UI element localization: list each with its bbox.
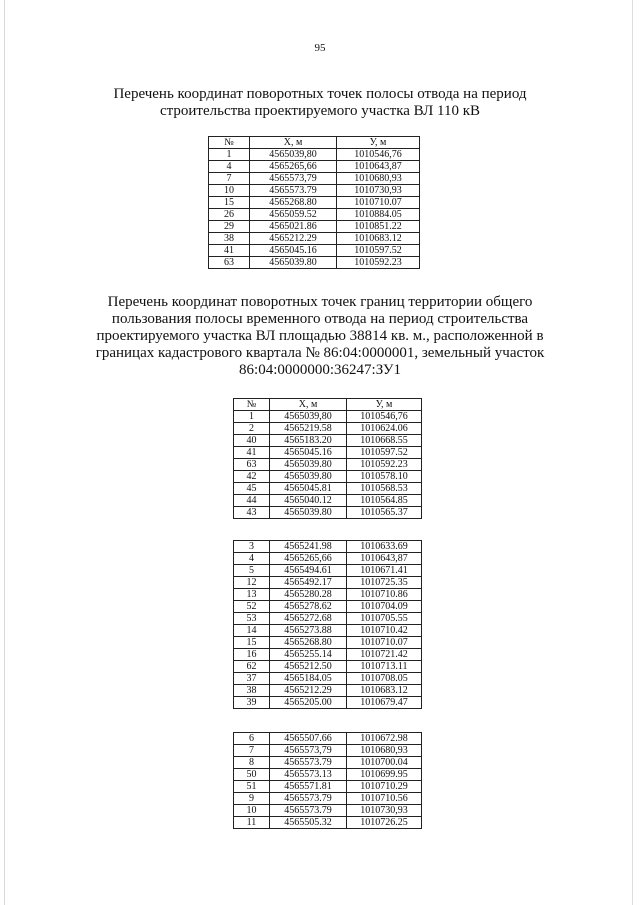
cell-x-coordinate: 4565183.20 <box>270 435 347 447</box>
coordinates-table-strip <box>208 136 420 269</box>
table-row <box>234 769 422 781</box>
cell-x-coordinate: 4565573,79 <box>270 745 347 757</box>
cell-x-coordinate: 4565278.62 <box>270 601 347 613</box>
cell-y-coordinate: 1010546,76 <box>347 411 422 423</box>
cell-x-coordinate: 4565492.17 <box>270 577 347 589</box>
table-row <box>234 781 422 793</box>
cell-y-coordinate: 1010726.25 <box>347 817 422 829</box>
cell-y-coordinate: 1010668.55 <box>347 435 422 447</box>
cell-x-coordinate: 4565265,66 <box>270 553 347 565</box>
cell-x-coordinate: 4565241.98 <box>270 541 347 553</box>
cell-x-coordinate: 4565039.80 <box>270 459 347 471</box>
table-header-row <box>209 137 420 149</box>
table-row <box>209 173 420 185</box>
cell-point-number: 16 <box>234 649 270 661</box>
cell-y-coordinate: 1010546,76 <box>337 149 420 161</box>
table-row <box>234 483 422 495</box>
table-body <box>234 541 422 709</box>
heading-line: границах кадастрового квартала № 86:04:0000001, земельный участок <box>95 345 545 361</box>
cell-point-number: 1 <box>234 411 270 423</box>
cell-y-coordinate: 1010705.55 <box>347 613 422 625</box>
cell-x-coordinate: 4565184.05 <box>270 673 347 685</box>
cell-y-coordinate: 1010683.12 <box>347 685 422 697</box>
cell-y-coordinate: 1010643,87 <box>347 553 422 565</box>
cell-x-coordinate: 4565039.80 <box>270 507 347 519</box>
table-row <box>234 507 422 519</box>
cell-point-number: 14 <box>234 625 270 637</box>
table-row <box>234 541 422 553</box>
table-row <box>234 565 422 577</box>
table-row <box>234 637 422 649</box>
cell-point-number: 1 <box>209 149 250 161</box>
cell-point-number: 10 <box>234 805 270 817</box>
cell-point-number: 7 <box>209 173 250 185</box>
table-row <box>234 673 422 685</box>
table-row <box>209 209 420 221</box>
table-row <box>234 613 422 625</box>
cell-y-coordinate: 1010704.09 <box>347 601 422 613</box>
table-row <box>234 817 422 829</box>
cell-x-coordinate: 4565573,79 <box>250 173 337 185</box>
cell-point-number: 41 <box>234 447 270 459</box>
cell-point-number: 52 <box>234 601 270 613</box>
page-number: 95 <box>314 42 326 54</box>
column-header-number: № <box>234 399 270 411</box>
cell-y-coordinate: 1010565.37 <box>347 507 422 519</box>
table-row <box>234 435 422 447</box>
table-row <box>234 471 422 483</box>
cell-point-number: 2 <box>234 423 270 435</box>
table-row <box>209 161 420 173</box>
cell-y-coordinate: 1010710.56 <box>347 793 422 805</box>
cell-x-coordinate: 4565039.80 <box>270 471 347 483</box>
cell-point-number: 43 <box>234 507 270 519</box>
cell-y-coordinate: 1010680,93 <box>337 173 420 185</box>
cell-x-coordinate: 4565573.79 <box>270 793 347 805</box>
table-row <box>234 649 422 661</box>
cell-x-coordinate: 4565268.80 <box>250 197 337 209</box>
table-row <box>234 805 422 817</box>
heading-line: 86:04:0000000:36247:ЗУ1 <box>239 362 401 378</box>
cell-x-coordinate: 4565573.79 <box>270 805 347 817</box>
cell-y-coordinate: 1010851.22 <box>337 221 420 233</box>
cell-x-coordinate: 4565272.68 <box>270 613 347 625</box>
cell-point-number: 53 <box>234 613 270 625</box>
cell-x-coordinate: 4565255.14 <box>270 649 347 661</box>
table-row <box>209 257 420 269</box>
cell-y-coordinate: 1010710.86 <box>347 589 422 601</box>
cell-point-number: 44 <box>234 495 270 507</box>
heading-line: Перечень координат поворотных точек границ территории общего <box>107 294 533 310</box>
cell-y-coordinate: 1010680,93 <box>347 745 422 757</box>
table-row <box>209 197 420 209</box>
table-row <box>209 185 420 197</box>
cell-point-number: 38 <box>209 233 250 245</box>
table-row <box>234 685 422 697</box>
cell-point-number: 50 <box>234 769 270 781</box>
cell-point-number: 37 <box>234 673 270 685</box>
cell-point-number: 29 <box>209 221 250 233</box>
heading-line: строительства проектируемого участка ВЛ 110 кВ <box>159 103 481 119</box>
table-row <box>234 589 422 601</box>
column-header-x: Х, м <box>270 399 347 411</box>
cell-y-coordinate: 1010624.06 <box>347 423 422 435</box>
cell-x-coordinate: 4565212.29 <box>270 685 347 697</box>
cell-y-coordinate: 1010699.95 <box>347 769 422 781</box>
table-row <box>209 233 420 245</box>
table-row <box>234 745 422 757</box>
cell-point-number: 40 <box>234 435 270 447</box>
cell-y-coordinate: 1010643,87 <box>337 161 420 173</box>
table-row <box>234 553 422 565</box>
table-row <box>209 149 420 161</box>
cell-x-coordinate: 4565265,66 <box>250 161 337 173</box>
cell-x-coordinate: 4565205.00 <box>270 697 347 709</box>
cell-y-coordinate: 1010710.42 <box>347 625 422 637</box>
table-header-row <box>234 399 422 411</box>
table-row <box>234 577 422 589</box>
cell-point-number: 42 <box>234 471 270 483</box>
cell-x-coordinate: 4565507.66 <box>270 733 347 745</box>
cell-x-coordinate: 4565212.50 <box>270 661 347 673</box>
cell-y-coordinate: 1010597.52 <box>337 245 420 257</box>
cell-point-number: 9 <box>234 793 270 805</box>
table-row <box>234 495 422 507</box>
cell-y-coordinate: 1010679.47 <box>347 697 422 709</box>
cell-x-coordinate: 4565573.79 <box>250 185 337 197</box>
cell-x-coordinate: 4565273.88 <box>270 625 347 637</box>
cell-x-coordinate: 4565039,80 <box>250 149 337 161</box>
cell-x-coordinate: 4565573.13 <box>270 769 347 781</box>
table-row <box>209 221 420 233</box>
heading-boundary-coordinates <box>0 294 640 379</box>
table-row <box>234 757 422 769</box>
scan-edge-right <box>632 0 633 905</box>
cell-x-coordinate: 4565571.81 <box>270 781 347 793</box>
cell-x-coordinate: 4565039.80 <box>250 257 337 269</box>
cell-point-number: 7 <box>234 745 270 757</box>
cell-point-number: 8 <box>234 757 270 769</box>
cell-point-number: 4 <box>209 161 250 173</box>
cell-x-coordinate: 4565573.79 <box>270 757 347 769</box>
heading-strip-coordinates <box>0 86 640 120</box>
cell-x-coordinate: 4565059.52 <box>250 209 337 221</box>
cell-x-coordinate: 4565212.29 <box>250 233 337 245</box>
table-body <box>234 733 422 829</box>
cell-point-number: 41 <box>209 245 250 257</box>
cell-y-coordinate: 1010730,93 <box>337 185 420 197</box>
cell-point-number: 45 <box>234 483 270 495</box>
cell-y-coordinate: 1010568.53 <box>347 483 422 495</box>
cell-y-coordinate: 1010592.23 <box>337 257 420 269</box>
table-row <box>234 411 422 423</box>
cell-point-number: 3 <box>234 541 270 553</box>
cell-x-coordinate: 4565040.12 <box>270 495 347 507</box>
cell-y-coordinate: 1010564.85 <box>347 495 422 507</box>
heading-line: проектируемого участка ВЛ площадью 38814 кв. м., расположенной в <box>96 328 544 344</box>
table-row <box>234 447 422 459</box>
cell-x-coordinate: 4565505.32 <box>270 817 347 829</box>
cell-x-coordinate: 4565045.16 <box>250 245 337 257</box>
column-header-number: № <box>209 137 250 149</box>
cell-y-coordinate: 1010713.11 <box>347 661 422 673</box>
column-header-x: Х, м <box>250 137 337 149</box>
cell-point-number: 10 <box>209 185 250 197</box>
cell-point-number: 51 <box>234 781 270 793</box>
cell-x-coordinate: 4565045.16 <box>270 447 347 459</box>
cell-point-number: 12 <box>234 577 270 589</box>
cell-y-coordinate: 1010700.04 <box>347 757 422 769</box>
cell-y-coordinate: 1010710.07 <box>347 637 422 649</box>
cell-y-coordinate: 1010721.42 <box>347 649 422 661</box>
cell-point-number: 6 <box>234 733 270 745</box>
cell-y-coordinate: 1010708.05 <box>347 673 422 685</box>
table-row <box>234 733 422 745</box>
cell-x-coordinate: 4565219.58 <box>270 423 347 435</box>
cell-x-coordinate: 4565039,80 <box>270 411 347 423</box>
scan-edge-left <box>4 0 5 905</box>
cell-y-coordinate: 1010672.98 <box>347 733 422 745</box>
cell-y-coordinate: 1010633.69 <box>347 541 422 553</box>
table-row <box>234 697 422 709</box>
cell-x-coordinate: 4565494.61 <box>270 565 347 577</box>
table-row <box>234 793 422 805</box>
coordinates-table-contour-1 <box>233 398 422 519</box>
coordinates-table-contour-2 <box>233 540 422 709</box>
table-row <box>234 601 422 613</box>
cell-point-number: 63 <box>234 459 270 471</box>
cell-y-coordinate: 1010578.10 <box>347 471 422 483</box>
cell-y-coordinate: 1010730,93 <box>347 805 422 817</box>
cell-point-number: 26 <box>209 209 250 221</box>
cell-x-coordinate: 4565268.80 <box>270 637 347 649</box>
table-row <box>209 245 420 257</box>
cell-y-coordinate: 1010710.29 <box>347 781 422 793</box>
cell-y-coordinate: 1010710.07 <box>337 197 420 209</box>
heading-line: Перечень координат поворотных точек полосы отвода на период <box>113 86 527 102</box>
table-body <box>234 411 422 519</box>
cell-y-coordinate: 1010597.52 <box>347 447 422 459</box>
column-header-y: У, м <box>337 137 420 149</box>
heading-line: пользования полосы временного отвода на период строительства <box>111 311 529 327</box>
cell-point-number: 5 <box>234 565 270 577</box>
table-row <box>234 625 422 637</box>
cell-y-coordinate: 1010884.05 <box>337 209 420 221</box>
cell-y-coordinate: 1010725.35 <box>347 577 422 589</box>
table-row <box>234 423 422 435</box>
cell-x-coordinate: 4565280.28 <box>270 589 347 601</box>
cell-x-coordinate: 4565045.81 <box>270 483 347 495</box>
cell-x-coordinate: 4565021.86 <box>250 221 337 233</box>
cell-point-number: 11 <box>234 817 270 829</box>
cell-point-number: 15 <box>209 197 250 209</box>
cell-y-coordinate: 1010671.41 <box>347 565 422 577</box>
cell-point-number: 4 <box>234 553 270 565</box>
cell-point-number: 62 <box>234 661 270 673</box>
cell-point-number: 39 <box>234 697 270 709</box>
cell-point-number: 15 <box>234 637 270 649</box>
table-row <box>234 661 422 673</box>
table-row <box>234 459 422 471</box>
cell-y-coordinate: 1010683.12 <box>337 233 420 245</box>
column-header-y: У, м <box>347 399 422 411</box>
cell-point-number: 38 <box>234 685 270 697</box>
table-body <box>209 149 420 269</box>
cell-point-number: 63 <box>209 257 250 269</box>
cell-point-number: 13 <box>234 589 270 601</box>
coordinates-table-contour-3 <box>233 732 422 829</box>
cell-y-coordinate: 1010592.23 <box>347 459 422 471</box>
